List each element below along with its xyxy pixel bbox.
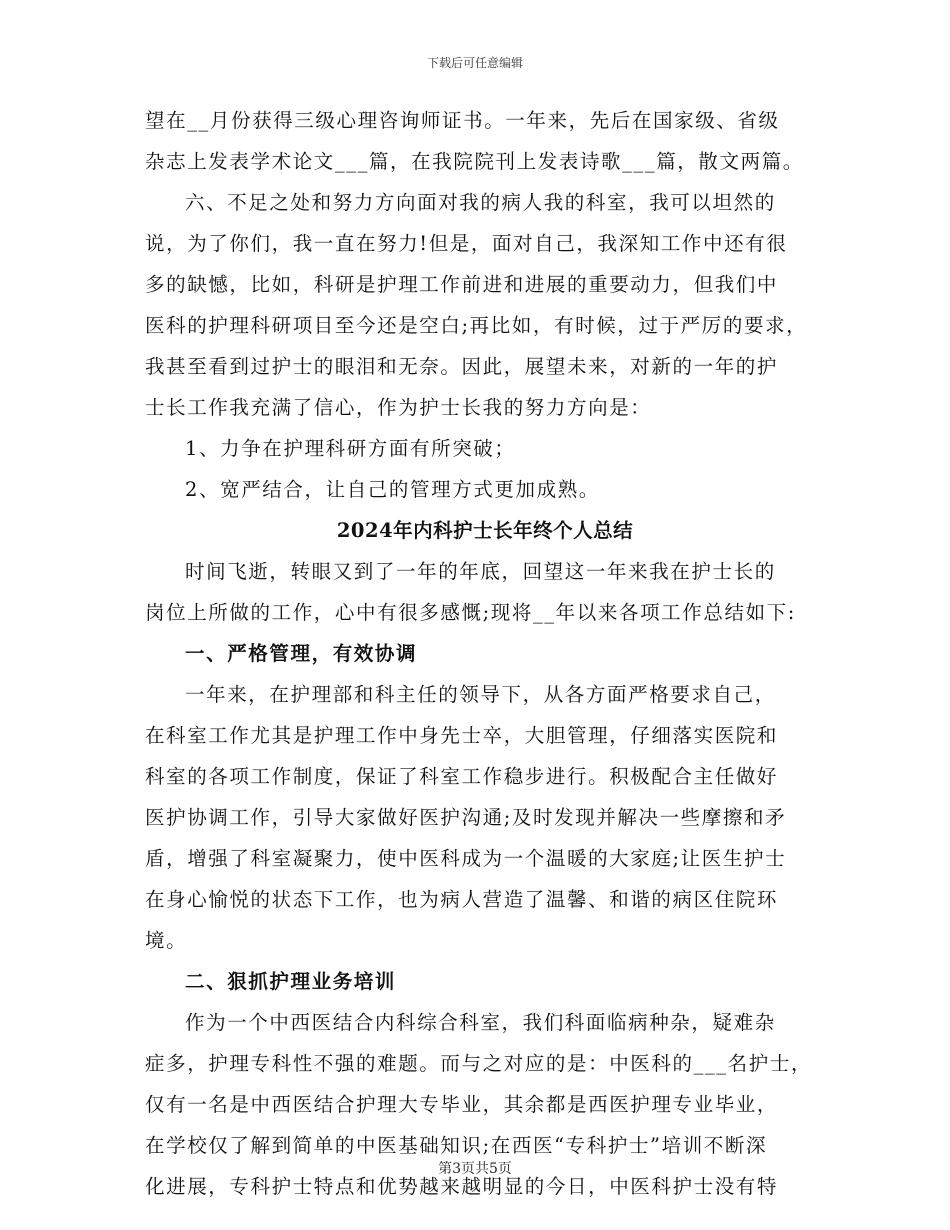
text-line-2: 杂志上发表学术论文___篇，在我院院刊上发表诗歌___篇，散文两篇。: [145, 150, 804, 173]
text-line-6: 医科的护理科研项目至今还是空白;再比如，有时候，过于严厉的要求，: [145, 314, 808, 337]
section-title: 2024年内科护士长年终个人总结: [336, 519, 634, 542]
header-note: 下载后可任意编辑: [426, 56, 523, 70]
list-item-2: 2、宽严结合，让自己的管理方式更加成熟。: [185, 478, 600, 501]
text-line-17: 科室的各项工作制度，保证了科室工作稳步进行。积极配合主任做好: [145, 765, 779, 788]
text-line-27: 化进展，专科护士特点和优势越来越明显的今日，中医科护士没有特: [145, 1175, 779, 1198]
subheading-1: 一、严格管理，有效协调: [185, 642, 418, 665]
text-line-1: 望在__月份获得三级心理咨询师证书。一年来，先后在国家级、省级: [145, 109, 780, 132]
text-line-15: 一年来，在护理部和科主任的领导下，从各方面严格要求自己，: [185, 683, 776, 706]
text-line-20: 在身心愉悦的状态下工作，也为病人营造了温馨、和谐的病区住院环: [145, 888, 779, 911]
document-body: [145, 100, 825, 1207]
text-line-26: 在学校仅了解到简单的中医基础知识;在西医“专科护士”培训不断深: [145, 1134, 768, 1157]
text-line-5: 多的缺憾，比如，科研是护理工作前进和进展的重要动力，但我们中: [145, 273, 779, 296]
text-line-12: 时间飞逝，转眼又到了一年的年底，回望这一年来我在护士长的: [185, 560, 776, 583]
text-line-16: 在科室工作尤其是护理工作中身先士卒，大胆管理，仔细落实医院和: [145, 724, 779, 747]
text-line-23: 作为一个中西医结合内科综合科室，我们科面临病种杂，疑难杂: [185, 1011, 776, 1034]
text-line-8: 士长工作我充满了信心，作为护士长我的努力方向是：: [145, 396, 652, 419]
text-line-18: 医护协调工作，引导大家做好医护沟通;及时发现并解决一些摩擦和矛: [145, 806, 787, 829]
text-line-13: 岗位上所做的工作，心中有很多感慨;现将__年以来各项工作总结如下:: [145, 601, 796, 624]
text-line-24: 症多，护理专科性不强的难题。而与之对应的是：中医科的___名护士，: [145, 1052, 813, 1075]
text-line-4: 说，为了你们，我一直在努力!但是，面对自己，我深知工作中还有很: [145, 232, 788, 255]
text-line-21: 境。: [145, 929, 188, 952]
list-item-1: 1、力争在护理科研方面有所突破；: [185, 437, 516, 460]
text-line-7: 我甚至看到过护士的眼泪和无奈。因此，展望未来，对新的一年的护: [145, 355, 779, 378]
text-line-3: 六、不足之处和努力方向面对我的病人我的科室，我可以坦然的: [185, 191, 776, 214]
subheading-2: 二、狠抓护理业务培训: [185, 970, 397, 993]
text-line-19: 盾，增强了科室凝聚力，使中医科成为一个温暖的大家庭;让医生护士: [145, 847, 787, 870]
page-number: 第3页共5页: [438, 1161, 512, 1177]
text-line-25: 仅有一名是中西医结合护理大专毕业，其余都是西医护理专业毕业，: [145, 1093, 779, 1116]
